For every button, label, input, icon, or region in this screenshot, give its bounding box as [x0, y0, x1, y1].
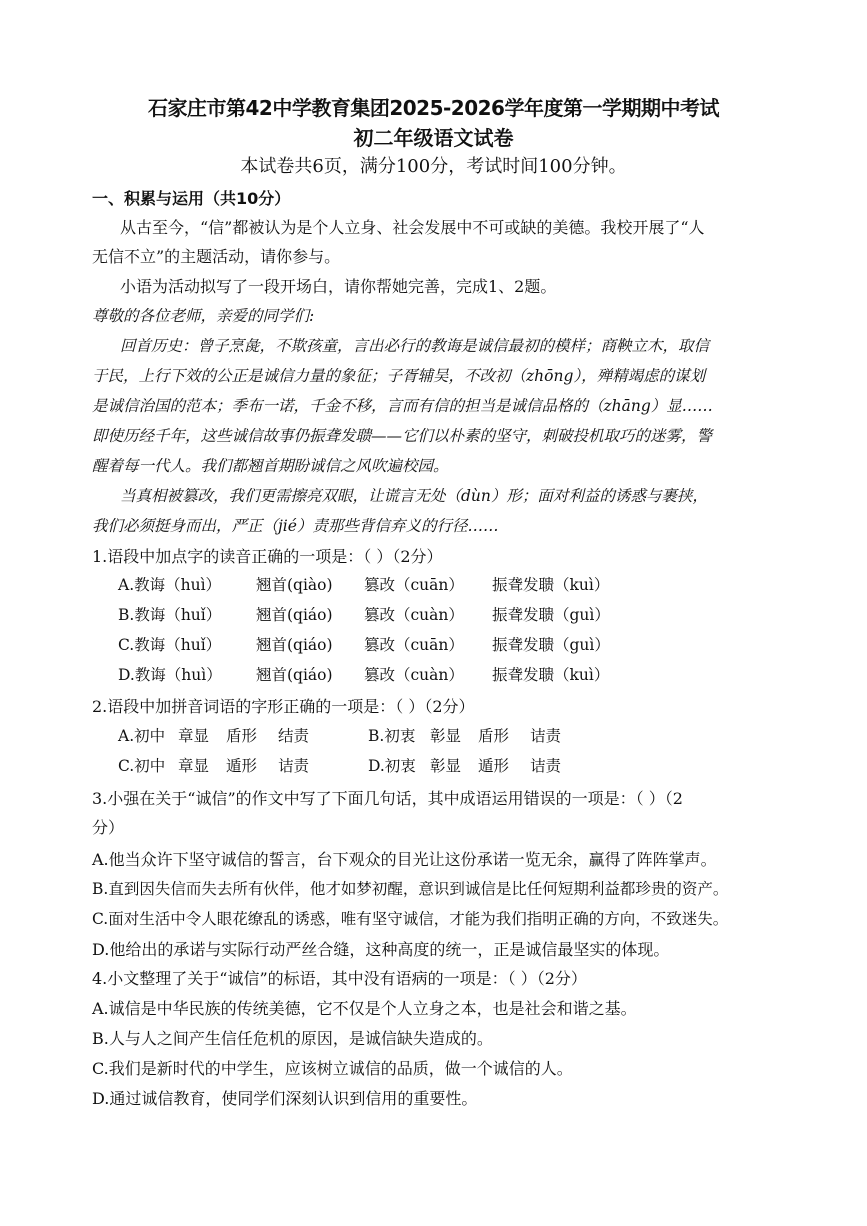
- option-word: D.初衷: [368, 757, 416, 775]
- intro-line-1: 从古至今，“信”都被认为是个人立身、社会发展中不可或缺的美德。我校开展了“人: [120, 218, 705, 237]
- option-word: 篡改（cuān）: [364, 576, 464, 594]
- option-word: C.初中: [118, 757, 166, 775]
- option-word: 诘责: [530, 727, 562, 745]
- option-word: 翘首(qiáo): [256, 636, 333, 654]
- question-4-option: C.我们是新时代的中学生，应该树立诚信的品质，做一个诚信的人。: [92, 1059, 573, 1078]
- question-1-option: [118, 603, 642, 625]
- speech-para1-line: 即使历经千年，这些诚信故事仍振聋发聩——它们以朴素的坚守，刺破投机取巧的迷雾，警: [92, 427, 713, 445]
- option-word: 章显: [178, 757, 210, 775]
- option-word: 结责: [278, 727, 310, 745]
- question-2-stem: 2.语段中加拼音词语的字形正确的一项是：（ ）（2分）: [92, 697, 475, 716]
- speech-para1-line: 回首历史：曾子烹彘，不欺孩童，言出必行的教诲是诚信最初的模样；商鞅立木，取信: [120, 337, 710, 355]
- option-word: 翘首(qiào): [256, 576, 333, 594]
- option-word: 诘责: [530, 757, 562, 775]
- option-word: 振聋发聩（kuì）: [492, 666, 610, 684]
- option-word: A.教诲（huì）: [118, 576, 222, 594]
- question-4-stem: 4.小文整理了关于“诚信”的标语，其中没有语病的一项是：（ ）（2分）: [92, 969, 587, 988]
- question-2-options-row: [118, 754, 561, 776]
- option-word: 篡改（cuān）: [364, 636, 464, 654]
- option-word: 振聋发聩（guì）: [492, 606, 610, 624]
- question-3-option: C.面对生活中令人眼花缭乱的诱惑，唯有坚守诚信，才能为我们指明正确的方向，不致迷失。: [92, 910, 729, 928]
- question-1-option: [118, 663, 642, 685]
- exam-title: 石家庄市第42中学教育集团2025-2026学年度第一学期期中考试: [148, 96, 719, 120]
- question-2-options-row: [118, 724, 561, 746]
- option-word: B.教诲（huǐ）: [118, 606, 222, 624]
- option-word: C.教诲（huǐ）: [118, 636, 222, 654]
- task-instruction: 小语为活动拟写了一段开场白，请你帮她完善，完成1、2题。: [120, 277, 557, 296]
- option-word: 篡改（cuàn）: [364, 606, 464, 624]
- exam-instructions: 本试卷共6页，满分100分，考试时间100分钟。: [240, 156, 627, 177]
- speech-para2-line: 当真相被篡改，我们更需擦亮双眼，让谎言无处（dùn）形；面对利益的诱惑与裹挟，: [120, 487, 708, 505]
- option-word: 彰显: [430, 757, 462, 775]
- option-word: A.初中: [118, 727, 166, 745]
- exam-subject-title: 初二年级语文试卷: [353, 126, 514, 150]
- question-1-stem: 1.语段中加点字的读音正确的一项是：（ ）（2分）: [92, 547, 443, 566]
- option-word: 振聋发聩（kuì）: [492, 576, 610, 594]
- option-word: D.教诲（huì）: [118, 666, 222, 684]
- speech-greeting: 尊敬的各位老师，亲爱的同学们:: [92, 307, 315, 325]
- option-word: 翘首(qiáo): [256, 666, 333, 684]
- speech-para2-line: 我们必须挺身而出，严正（jié）责那些背信弃义的行径……: [92, 517, 499, 535]
- option-word: 诘责: [278, 757, 310, 775]
- question-3-stem-cont: 分）: [92, 818, 125, 837]
- option-word: 振聋发聩（guì）: [492, 636, 610, 654]
- speech-para1-line: 于民，上行下效的公正是诚信力量的象征；子胥辅吴，不改初（zhōng），殚精竭虑的谋划: [92, 367, 706, 385]
- option-word: 翘首(qiáo): [256, 606, 333, 624]
- question-1-option: [118, 633, 642, 655]
- option-word: 盾形: [226, 727, 258, 745]
- speech-para1-line: 醒着每一代人。我们都翘首期盼诚信之风吹遍校园。: [92, 457, 449, 475]
- question-3-option: A.他当众许下坚守诚信的誓言，台下观众的目光让这份承诺一览无余，赢得了阵阵掌声。: [92, 850, 717, 869]
- question-4-option: D.通过诚信教育，使同学们深刻认识到信用的重要性。: [92, 1089, 478, 1108]
- option-word: 遁形: [226, 757, 258, 775]
- option-word: 盾形: [478, 727, 510, 745]
- speech-para1-line: 是诚信治国的范本；季布一诺，千金不移，言而有信的担当是诚信品格的（zhāng）显……: [92, 397, 713, 415]
- section-heading: 一、积累与运用（共10分）: [92, 189, 291, 208]
- question-4-option: B.人与人之间产生信任危机的原因，是诚信缺失造成的。: [92, 1029, 493, 1048]
- option-word: 遁形: [478, 757, 510, 775]
- option-word: 章显: [178, 727, 210, 745]
- question-1-option: [118, 573, 642, 595]
- question-3-option: B.直到因失信而失去所有伙伴，他才如梦初醒，意识到诚信是比任何短期利益都珍贵的资产。: [92, 880, 729, 898]
- option-word: 彰显: [430, 727, 462, 745]
- option-word: B.初衷: [368, 727, 416, 745]
- question-4-option: A.诚信是中华民族的传统美德，它不仅是个人立身之本，也是社会和谐之基。: [92, 999, 637, 1018]
- question-3-option: D.他给出的承诺与实际行动严丝合缝，这种高度的统一，正是诚信最坚实的体现。: [92, 940, 670, 959]
- intro-line-2: 无信不立”的主题活动，请你参与。: [92, 247, 341, 266]
- question-3-stem: 3.小强在关于“诚信”的作文中写了下面几句话，其中成语运用错误的一项是：（ ）（2: [92, 789, 683, 808]
- option-word: 篡改（cuàn）: [364, 666, 464, 684]
